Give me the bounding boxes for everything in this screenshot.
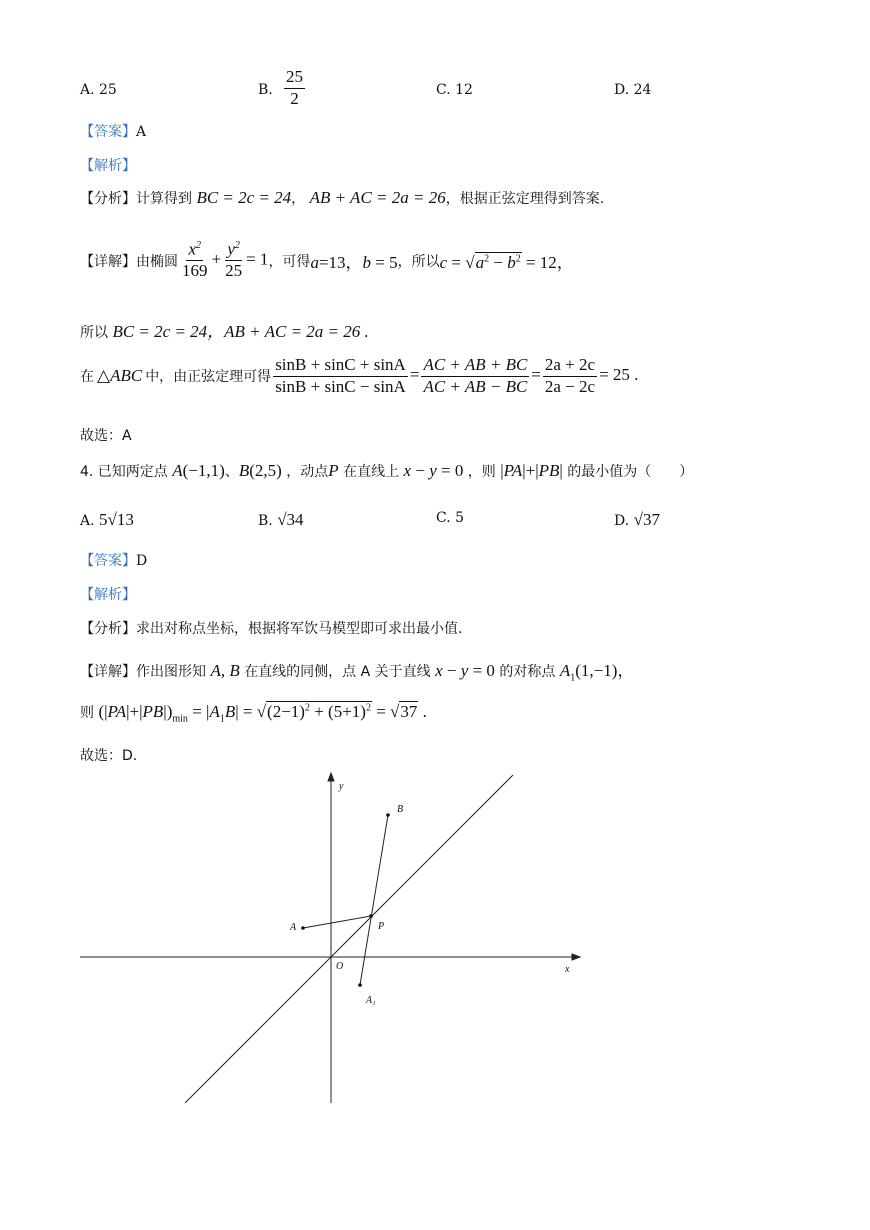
label-x: x — [565, 964, 570, 975]
detail-line: 【详解】 由椭圆 $\frac{x^2}{169}$ + $\frac{y^2}{25}$ = 1 ，可得 a=13，b = 5 ，所以 $c = √a^2 - b^2 = 12$， — [80, 239, 574, 281]
detail-line-3: 在 △ABC 中，由正弦定理可得 $\frac{\sin B + \sin C + \sin A}{\sin B + \sin C - \sin A}$ = $\frac{AC + AB + BC}{AC + AB - BC}$ = $\frac{2a + 2c}{2a - 2c}$ = 25 . — [80, 355, 639, 396]
point-p — [369, 914, 373, 918]
fenxi-tag: 【分析】 — [80, 191, 136, 207]
option-b-label: B. — [258, 82, 273, 98]
detail-text: 作出图形知 — [136, 664, 206, 680]
q4-option-d: D. √37 — [614, 510, 660, 529]
detail-text: 的对称点 — [499, 664, 556, 680]
xiangjie-tag: 【详解】 — [80, 253, 136, 270]
detail-text: 由椭圆 — [136, 253, 178, 270]
label-b: B — [397, 804, 404, 815]
answer-value: A — [136, 124, 147, 140]
label-a1: A₁ — [366, 995, 376, 1006]
question-4-stem: 4. 已知两定点 A(−1,1)、B(2,5) ，动点P 在直线上 x − y = 0 ，则 |PA|+|PB| 的最小值为（ ） — [80, 461, 694, 480]
x-axis-arrow — [572, 954, 580, 960]
stem-text: ，则 — [467, 464, 496, 480]
detail-text: 中，由正弦定理可得 — [145, 369, 272, 386]
label-a: A — [290, 922, 297, 933]
xiangjie-tag: 【详解】 — [80, 664, 136, 680]
q4-analysis-tag: 【解析】 — [80, 587, 136, 603]
option-a: A. 25 — [80, 82, 117, 98]
line-x-minus-y — [185, 775, 513, 1103]
answer-tag: 【答案】 — [80, 124, 136, 140]
analysis-tag: 【解析】 — [80, 158, 136, 174]
stem-text: 的最小值为（ ） — [567, 464, 694, 480]
point-a1 — [358, 983, 362, 987]
label-y: y — [339, 781, 344, 792]
ellipse-equation: $\frac{x^2}{169}$ + $\frac{y^2}{25}$ = 1 — [182, 239, 269, 281]
q4-option-b: B. √34 — [258, 510, 304, 529]
option-b-fraction: $\frac{25}{2}$ — [286, 67, 303, 108]
detail-text: 在 — [80, 369, 94, 386]
stem-text: ，动点 — [286, 464, 329, 480]
point-b — [386, 813, 390, 817]
analysis-line: 【分析】计算得到 BC = 2c = 24， AB + AC = 2a = 26，根据正弦定理得到答案. — [80, 188, 605, 207]
q4-option-a: A. 5√13 — [80, 510, 134, 529]
q4-choose-line: 故选：D. — [80, 748, 138, 764]
fenxi-text: ，根据正弦定理得到答案. — [445, 191, 605, 207]
fenxi-text: 求出对称点坐标，根据将军饮马模型即可求出最小值. — [136, 621, 463, 637]
answer-tag: 【答案】 — [80, 553, 136, 569]
option-d: D. 24 — [614, 82, 652, 98]
fenxi-math: BC = 2c = 24 — [196, 188, 292, 207]
detail-text: 在直线的同侧，点 A 关于直线 — [244, 664, 431, 680]
stem-text: 4. 已知两定点 — [80, 464, 168, 480]
answer-value: D — [136, 553, 148, 569]
q4-detail-line: 【详解】作出图形知 A, B 在直线的同侧，点 A 关于直线 x − y = 0 的对称点 $A_1(1,-1)$， — [80, 661, 635, 684]
label-p: P — [378, 921, 385, 932]
option-c: C. 12 — [436, 82, 473, 98]
detail-text: ，所以 — [397, 253, 440, 270]
point-a — [301, 926, 305, 930]
choose-line: 故选：A — [80, 428, 132, 444]
segment-pa — [303, 916, 371, 928]
q4-option-c: C. 5 — [436, 510, 465, 526]
q4-detail-line-2: 则 $(|PA|+|PB|)_{min} = |A_1B| = √(2-1)^2 + (5+1)^2 = √37$ . — [80, 702, 427, 725]
fenxi-math: AB + AC = 2a = 26 — [309, 188, 446, 207]
fenxi-text: 计算得到 — [136, 191, 192, 207]
stem-text: 在直线上 — [343, 464, 400, 480]
detail-math: BC = 2c = 24，AB + AC = 2a = 26 . — [112, 322, 369, 341]
detail-text: 则 — [80, 705, 94, 721]
detail-text: 所以 — [80, 325, 108, 341]
detail-text: ，可得 — [268, 253, 311, 270]
segment-a1b — [360, 815, 388, 985]
y-axis-arrow — [328, 773, 334, 781]
label-o: O — [336, 961, 344, 972]
fenxi-tag: 【分析】 — [80, 621, 136, 637]
